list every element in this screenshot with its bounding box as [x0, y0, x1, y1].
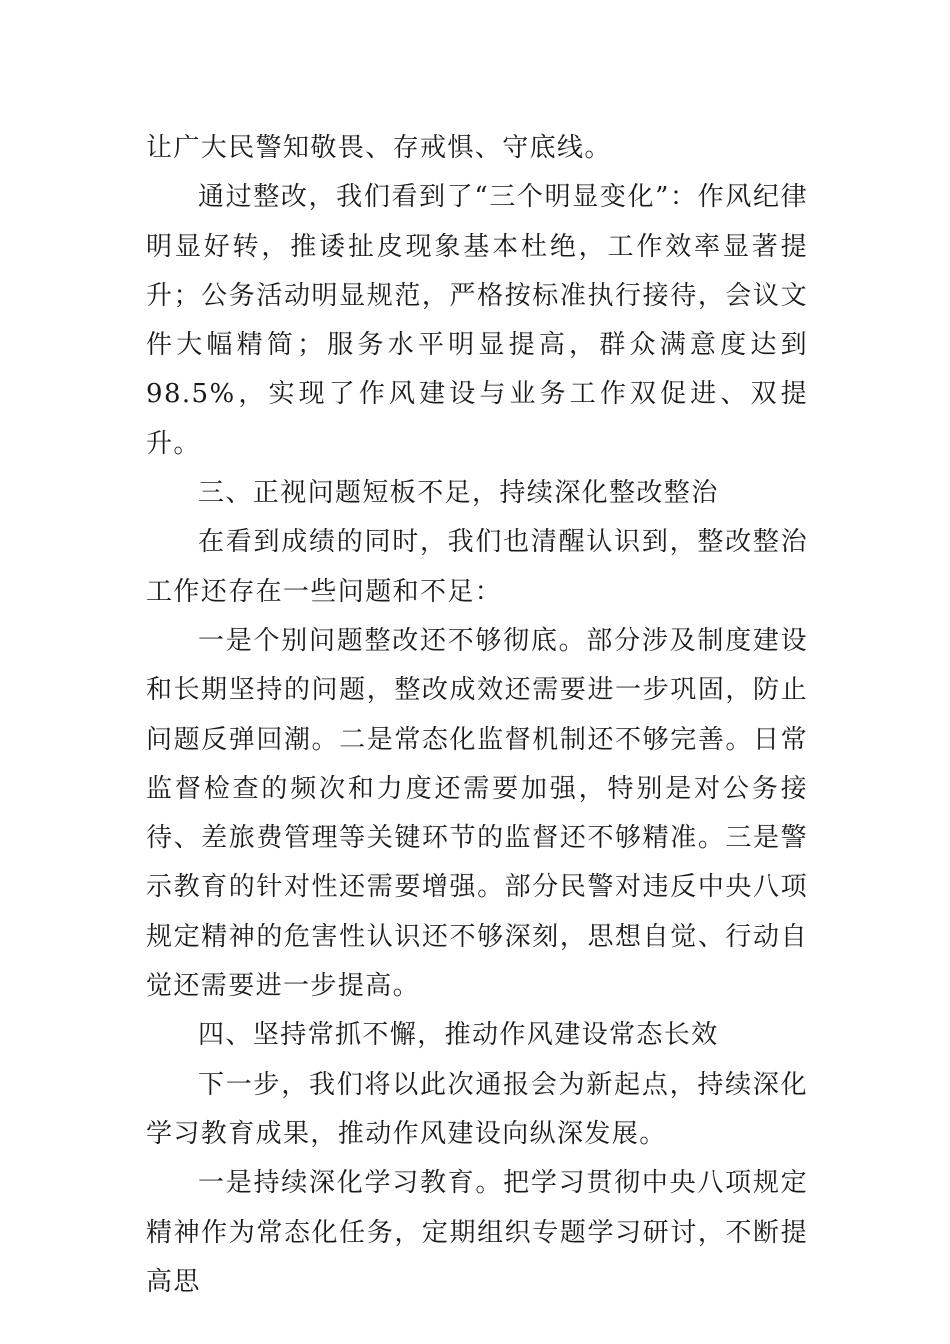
- section-heading-three: 三、正视问题短板不足，持续深化整改整治: [198, 478, 719, 509]
- section-heading-four: 四、坚持常抓不懈，推动作风建设常态长效: [198, 1020, 719, 1051]
- paragraph-three-changes: 通过整改，我们看到了“三个明显变化”：作风纪律明显好转，推诿扯皮现象基本杜绝，工作效率显著提升；公务活动明显规范，严格按标准执行接待，会议文件大幅精简；服务水平明显提高，群众满意度达到98.5%，实现了作风建设与业务工作双促进、双提升。: [146, 182, 808, 459]
- paragraph-next-step: 下一步，我们将以此次通报会为新起点，持续深化学习教育成果，推动作风建设向纵深发展。: [146, 1069, 808, 1149]
- paragraph-study-education: 一是持续深化学习教育。把学习贯彻中央八项规定精神作为常态化任务，定期组织专题学习研讨，不断提高思: [146, 1168, 808, 1297]
- paragraph-problems: 一是个别问题整改还不够彻底。部分涉及制度建设和长期坚持的问题，整改成效还需要进一步巩固，防止问题反弹回潮。二是常态化监督机制还不够完善。日常监督检查的频次和力度还需要加强，特别是对公务接待、差旅费管理等关键环节的监督还不够精准。三是警示教育的针对性还需要增强。部分民警对违反中央八项规定精神的危害性认识还不够深刻，思想自觉、行动自觉还需要进一步提高。: [146, 625, 808, 1002]
- paragraph-achievements-intro: 在看到成绩的同时，我们也清醒认识到，整改整治工作还存在一些问题和不足：: [146, 527, 808, 607]
- document-body: [146, 124, 808, 1307]
- paragraph-continuation: 让广大民警知敬畏、存戒惧、守底线。: [146, 133, 612, 163]
